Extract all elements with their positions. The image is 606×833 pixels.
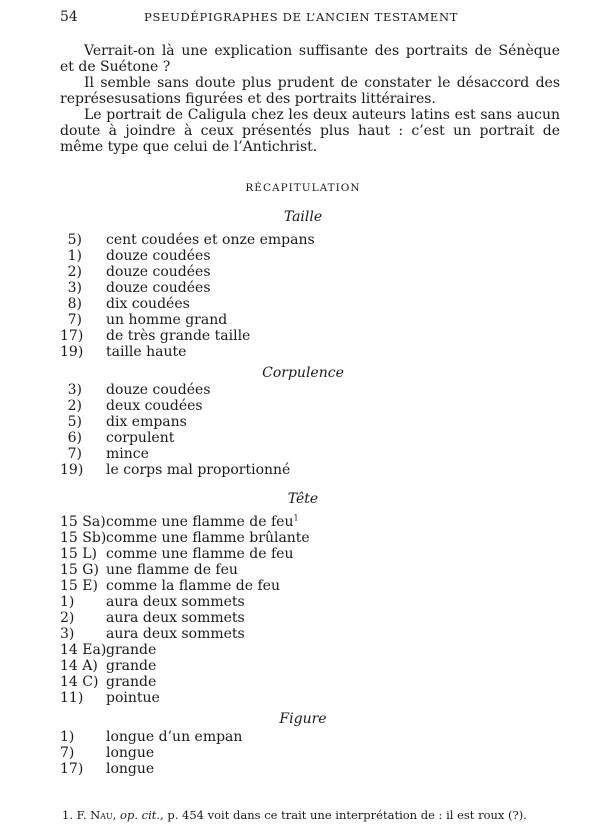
entry-ref: 15 Sa) xyxy=(60,514,106,530)
list-item xyxy=(60,248,315,264)
entry-text: corpulent xyxy=(106,430,175,446)
entry-text: aura deux sommets xyxy=(106,610,245,626)
entry-ref: 7) xyxy=(67,446,82,462)
entry-ref: 6) xyxy=(67,430,82,446)
footnote-author: F. Nau, xyxy=(76,808,117,822)
list-item xyxy=(60,562,310,578)
page-header xyxy=(60,9,578,27)
entry-text: longue xyxy=(106,761,155,777)
entry-text: grande xyxy=(106,642,157,658)
entry-text: aura deux sommets xyxy=(106,626,245,642)
list-item xyxy=(60,729,242,745)
entry-text: grande xyxy=(106,658,157,674)
entry-text: comme une flamme de feu xyxy=(106,514,294,530)
entry-text: douze coudées xyxy=(106,264,211,280)
section-entries-taille xyxy=(60,232,315,360)
list-item xyxy=(60,690,310,706)
entry-text: douze coudées xyxy=(106,382,211,398)
entry-text: longue xyxy=(106,745,155,761)
list-item xyxy=(60,578,310,594)
entry-ref: 2) xyxy=(60,610,75,626)
section-entries-figure xyxy=(60,729,242,777)
entry-text: mince xyxy=(106,446,149,462)
entry-text: dix coudées xyxy=(106,296,190,312)
list-item xyxy=(60,674,310,690)
entry-ref: 14 C) xyxy=(60,674,99,690)
section-entries-corpulence xyxy=(60,382,290,478)
entry-ref: 15 G) xyxy=(60,562,99,578)
entry-ref: 11) xyxy=(60,690,84,706)
entry-ref: 2) xyxy=(67,398,82,414)
list-item xyxy=(60,264,315,280)
list-item xyxy=(60,610,310,626)
entry-text: deux coudées xyxy=(106,398,203,414)
entry-ref: 1) xyxy=(60,594,75,610)
list-item xyxy=(60,382,290,398)
list-item xyxy=(60,232,315,248)
entry-text: un homme grand xyxy=(106,312,228,328)
list-item xyxy=(60,530,310,546)
list-item xyxy=(60,642,310,658)
entry-ref: 1) xyxy=(67,248,82,264)
entry-ref: 14 Ea) xyxy=(60,642,107,658)
intro-paragraph-3: Le portrait de Caligula chez les deux auteurs latins est sans aucun doute à joindre à ceux présentés plus haut : c’est un portrait de même type que celui de l’Antichrist. xyxy=(60,107,560,155)
section-title-corpulence: Corpulence xyxy=(262,365,344,381)
entry-text: douze coudées xyxy=(106,280,211,296)
list-item xyxy=(60,430,290,446)
entry-text: comme la flamme de feu xyxy=(106,578,280,594)
entry-text: pointue xyxy=(106,690,160,706)
entry-text: de très grande taille xyxy=(106,328,251,344)
intro-paragraph-2: Il semble sans doute plus prudent de constater le désaccord des représesusations figurées et des portraits littéraires. xyxy=(60,75,560,107)
list-item xyxy=(60,312,315,328)
entry-ref: 2) xyxy=(67,264,82,280)
entry-text: aura deux sommets xyxy=(106,594,245,610)
recap-heading: RÉCAPITULATION xyxy=(245,182,361,194)
list-item xyxy=(60,446,290,462)
entry-ref: 7) xyxy=(60,745,75,761)
list-item xyxy=(60,546,310,562)
entry-text: cent coudées et onze empans xyxy=(106,232,315,248)
entry-ref: 8) xyxy=(67,296,82,312)
entry-ref: 3) xyxy=(60,626,75,642)
entry-ref: 15 E) xyxy=(60,578,98,594)
list-item xyxy=(60,280,315,296)
entry-ref: 3) xyxy=(67,382,82,398)
section-entries-tete xyxy=(60,514,310,706)
entry-text: longue d’un empan xyxy=(106,729,243,745)
section-title-taille: Taille xyxy=(283,209,323,225)
footnote xyxy=(62,808,527,822)
list-item xyxy=(60,296,315,312)
entry-ref: 5) xyxy=(67,414,82,430)
entry-ref: 17) xyxy=(60,761,84,777)
entry-text: le corps mal proportionné xyxy=(106,462,291,478)
entry-ref: 15 L) xyxy=(60,546,98,562)
list-item xyxy=(60,414,290,430)
intro-paragraph-1: Verrait-on là une explication suffisante des portraits de Sénèque et de Suétone ? xyxy=(60,43,560,75)
entry-text: dix empans xyxy=(106,414,187,430)
entry-ref: 19) xyxy=(60,462,84,478)
entry-text: grande xyxy=(106,674,157,690)
page-number: 54 xyxy=(60,9,78,25)
entry-text: une flamme de feu xyxy=(106,562,238,578)
entry-ref: 7) xyxy=(67,312,82,328)
entry-text: taille haute xyxy=(106,344,187,360)
entry-text: comme une flamme de feu xyxy=(106,546,294,562)
section-title-figure: Figure xyxy=(279,711,327,727)
entry-ref: 15 Sb) xyxy=(60,530,107,546)
list-item xyxy=(60,328,315,344)
list-item xyxy=(60,594,310,610)
entry-ref: 14 A) xyxy=(60,658,98,674)
section-title-tete: Tête xyxy=(287,491,319,507)
running-title: PSEUDÉPIGRAPHES DE L’ANCIEN TESTAMENT xyxy=(144,10,459,24)
footnote-marker: 1 xyxy=(293,513,299,523)
entry-ref: 19) xyxy=(60,344,84,360)
list-item xyxy=(60,745,242,761)
entry-ref: 17) xyxy=(60,328,84,344)
entry-text: douze coudées xyxy=(106,248,211,264)
list-item xyxy=(60,462,290,478)
entry-ref: 3) xyxy=(67,280,82,296)
list-item xyxy=(60,344,315,360)
entry-text: comme une flamme brûlante xyxy=(106,530,310,546)
footnote-cit: op. cit., xyxy=(120,808,164,822)
list-item xyxy=(60,514,310,530)
entry-ref: 5) xyxy=(67,232,82,248)
footnote-text: p. 454 voit dans ce trait une interprétation de : il est roux (?). xyxy=(167,808,527,822)
list-item xyxy=(60,398,290,414)
footnote-number: 1. xyxy=(62,808,73,822)
list-item xyxy=(60,626,310,642)
list-item xyxy=(60,658,310,674)
entry-ref: 1) xyxy=(60,729,75,745)
list-item xyxy=(60,761,242,777)
